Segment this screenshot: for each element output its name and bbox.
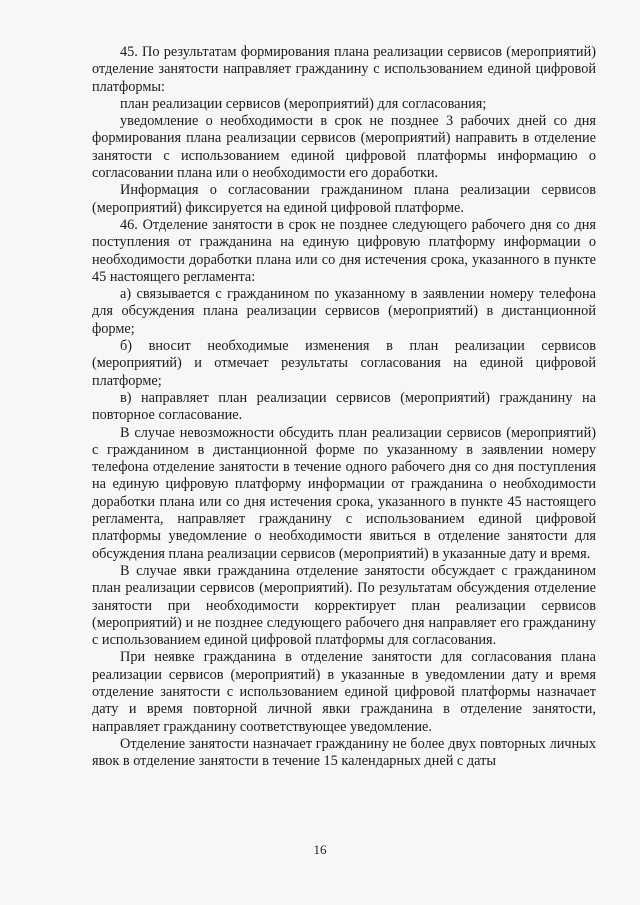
paragraph-non-appearance: При неявке гражданина в отделение занятости для согласования плана реализации сервисов (мероприятий) в указанные в уведомлении дату и время отделение занятости с использованием единой цифровой платформы назначает дату и время повторной личной явки гражданина в отделение занятости, направляет гражданину соответствующее уведомление.: [92, 649, 596, 735]
paragraph-45-agreement-info: Информация о согласовании гражданином плана реализации сервисов (мероприятий) фиксируется на единой цифровой платформе.: [92, 182, 596, 216]
paragraph-46-item-v: в) направляет план реализации сервисов (мероприятий) гражданину на повторное согласование.: [92, 389, 596, 424]
paragraph-remote-impossible: В случае невозможности обсудить план реализации сервисов (мероприятий) с гражданином в дистанционной форме по указанному в заявлении номеру телефона отделение занятости в течение одного рабочего дня со дня поступления на единую цифровую платформу информации от гражданина о необходимости доработки плана или со дня истечения срока, указанного в пункте 45 настоящего регламента, направляет гражданину с использованием единой цифровой платформы уведомление о необходимости явиться в отделение занятости для обсуждения плана реализации сервисов (мероприятий) в указанные дату и время.: [92, 424, 596, 562]
paragraph-repeat-visits: Отделение занятости назначает гражданину не более двух повторных личных явок в отделение занятости в течение 15 календарных дней с даты: [92, 735, 596, 770]
paragraph-46-item-a: а) связывается с гражданином по указанному в заявлении номеру телефона для обсуждения плана реализации сервисов (мероприятий) в дистанционной форме;: [92, 286, 596, 337]
paragraph-45-item-notice: уведомление о необходимости в срок не позднее 3 рабочих дней со дня формирования плана реализации сервисов (мероприятий) направить в отделение занятости с использованием единой цифровой платформы информацию о согласовании плана или о необходимости его доработки.: [92, 113, 596, 182]
paragraph-appearance: В случае явки гражданина отделение занятости обсуждает с гражданином план реализации сервисов (мероприятий). По результатам обсуждения отделение занятости при необходимости корректирует план реализации сервисов (мероприятий) и не позднее следующего рабочего дня направляет его гражданину с использованием единой цифровой платформы для согласования.: [92, 562, 596, 649]
paragraph-46-item-b: б) вносит необходимые изменения в план реализации сервисов (мероприятий) и отмечает результаты согласования на единой цифровой платформе;: [92, 338, 596, 389]
paragraph-45-item-plan: план реализации сервисов (мероприятий) для согласования;: [120, 95, 487, 112]
paragraph-46-intro: 46. Отделение занятости в срок не позднее следующего рабочего дня со дня поступления от гражданина на единую цифровую платформу информации о необходимости доработки плана или со дня истечения срока, указанного в пункте 45 настоящего регламента:: [92, 216, 596, 285]
paragraph-45-intro: 45. По результатам формирования плана реализации сервисов (мероприятий) отделение занятости направляет гражданину с использованием единой цифровой платформы:: [92, 44, 596, 95]
page-number: 16: [313, 842, 327, 857]
